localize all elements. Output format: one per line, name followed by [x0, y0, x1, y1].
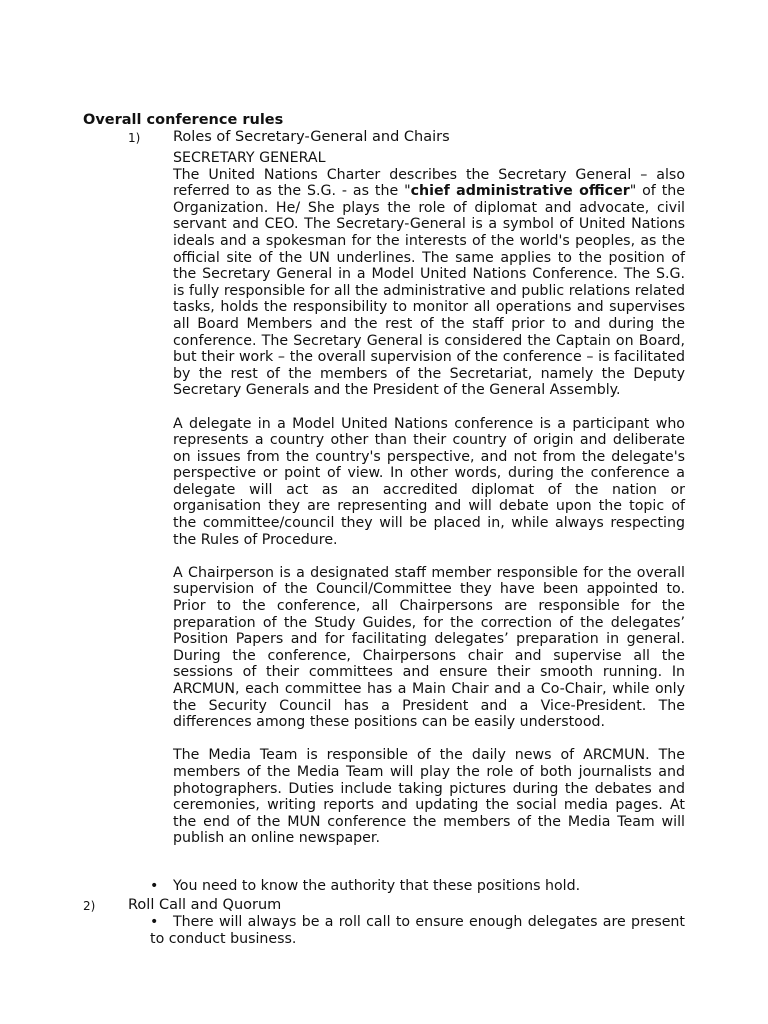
section-2-bullet-text: There will always be a roll call to ensure enough delegates are present to conduct business.: [150, 914, 685, 947]
media-team-paragraph: The Media Team is responsible of the daily news of ARCMUN. The members of the Media Team will play the role of both journalists and photographers. Duties include taking pictures during the debates and ceremonies, writing reports and updating the social media pages. At the end of the MUN conference the members of the Media Team will publish an online newspaper.: [173, 747, 685, 847]
sg-text-start: The United Nations Charter describes the Secretary General – also referred to as the S.G. - as the ": [173, 166, 685, 200]
section-1-bullet: [150, 878, 690, 895]
bullet-icon: •: [150, 878, 159, 894]
delegate-paragraph: A delegate in a Model United Nations conference is a participant who represents a country other than their country of origin and deliberate on issues from the country's perspective, and not from the delegate's perspective or point of view. In other words, during the conference a delegate will act as an accredited diplomat of the nation or organisation they are representing and will debate upon the topic of the committee/council they will be placed in, while always respecting the Rules of Procedure.: [173, 415, 685, 548]
section-2-bullet: [150, 914, 685, 948]
section-1-number: 1): [128, 131, 141, 145]
section-1-title: Roles of Secretary-General and Chairs: [173, 129, 450, 145]
sg-text-end: " of the Organization. He/ She plays the role of diplomat and advocate, civil servant and CEO. The Secretary-General is a symbol of United Nations ideals and a spokesman for the interests of the world's peoples, as the official site of the UN underlines. The same applies to the position of the Secretary General in a Model United Nations Conference. The S.G. is fully responsible for all the administrative and public relations related tasks, holds the responsibility to monitor all operations and supervises all Board Members and the rest of the staff prior to and during the conference. The Secretary General is considered the Captain on Board, but their work – the overall supervision of the conference – is facilitated by the rest of the members of the Secretariat, namely the Deputy Secretary Generals and the President of the General Assembly.: [173, 183, 685, 399]
chairperson-paragraph: A Chairperson is a designated staff member responsible for the overall supervision of the Council/Committee they have been appointed to. Prior to the conference, all Chairpersons are responsible for the preparation of the Study Guides, for the correction of the delegates’ Position Papers and for facilitating delegates’ preparation in general. During the conference, Chairpersons chair and supervise all the sessions of their committees and ensure their smooth running. In ARCMUN, each committee has a Main Chair and a Co-Chair, while only the Security Council has a President and a Vice-President. The differences among these positions can be easily understood.: [173, 564, 685, 731]
section-2-number: 2): [83, 899, 96, 913]
document-heading: Overall conference rules: [83, 112, 284, 128]
section-1-bullet-text: You need to know the authority that these positions hold.: [173, 878, 581, 894]
bullet-icon: •: [150, 914, 159, 930]
section-2-title: Roll Call and Quorum: [128, 897, 282, 913]
section-1-body: [173, 150, 685, 847]
sg-text-bold: chief administrative officer: [410, 183, 630, 200]
secretary-general-label: SECRETARY GENERAL: [173, 150, 326, 166]
secretary-general-paragraph: [173, 167, 685, 399]
